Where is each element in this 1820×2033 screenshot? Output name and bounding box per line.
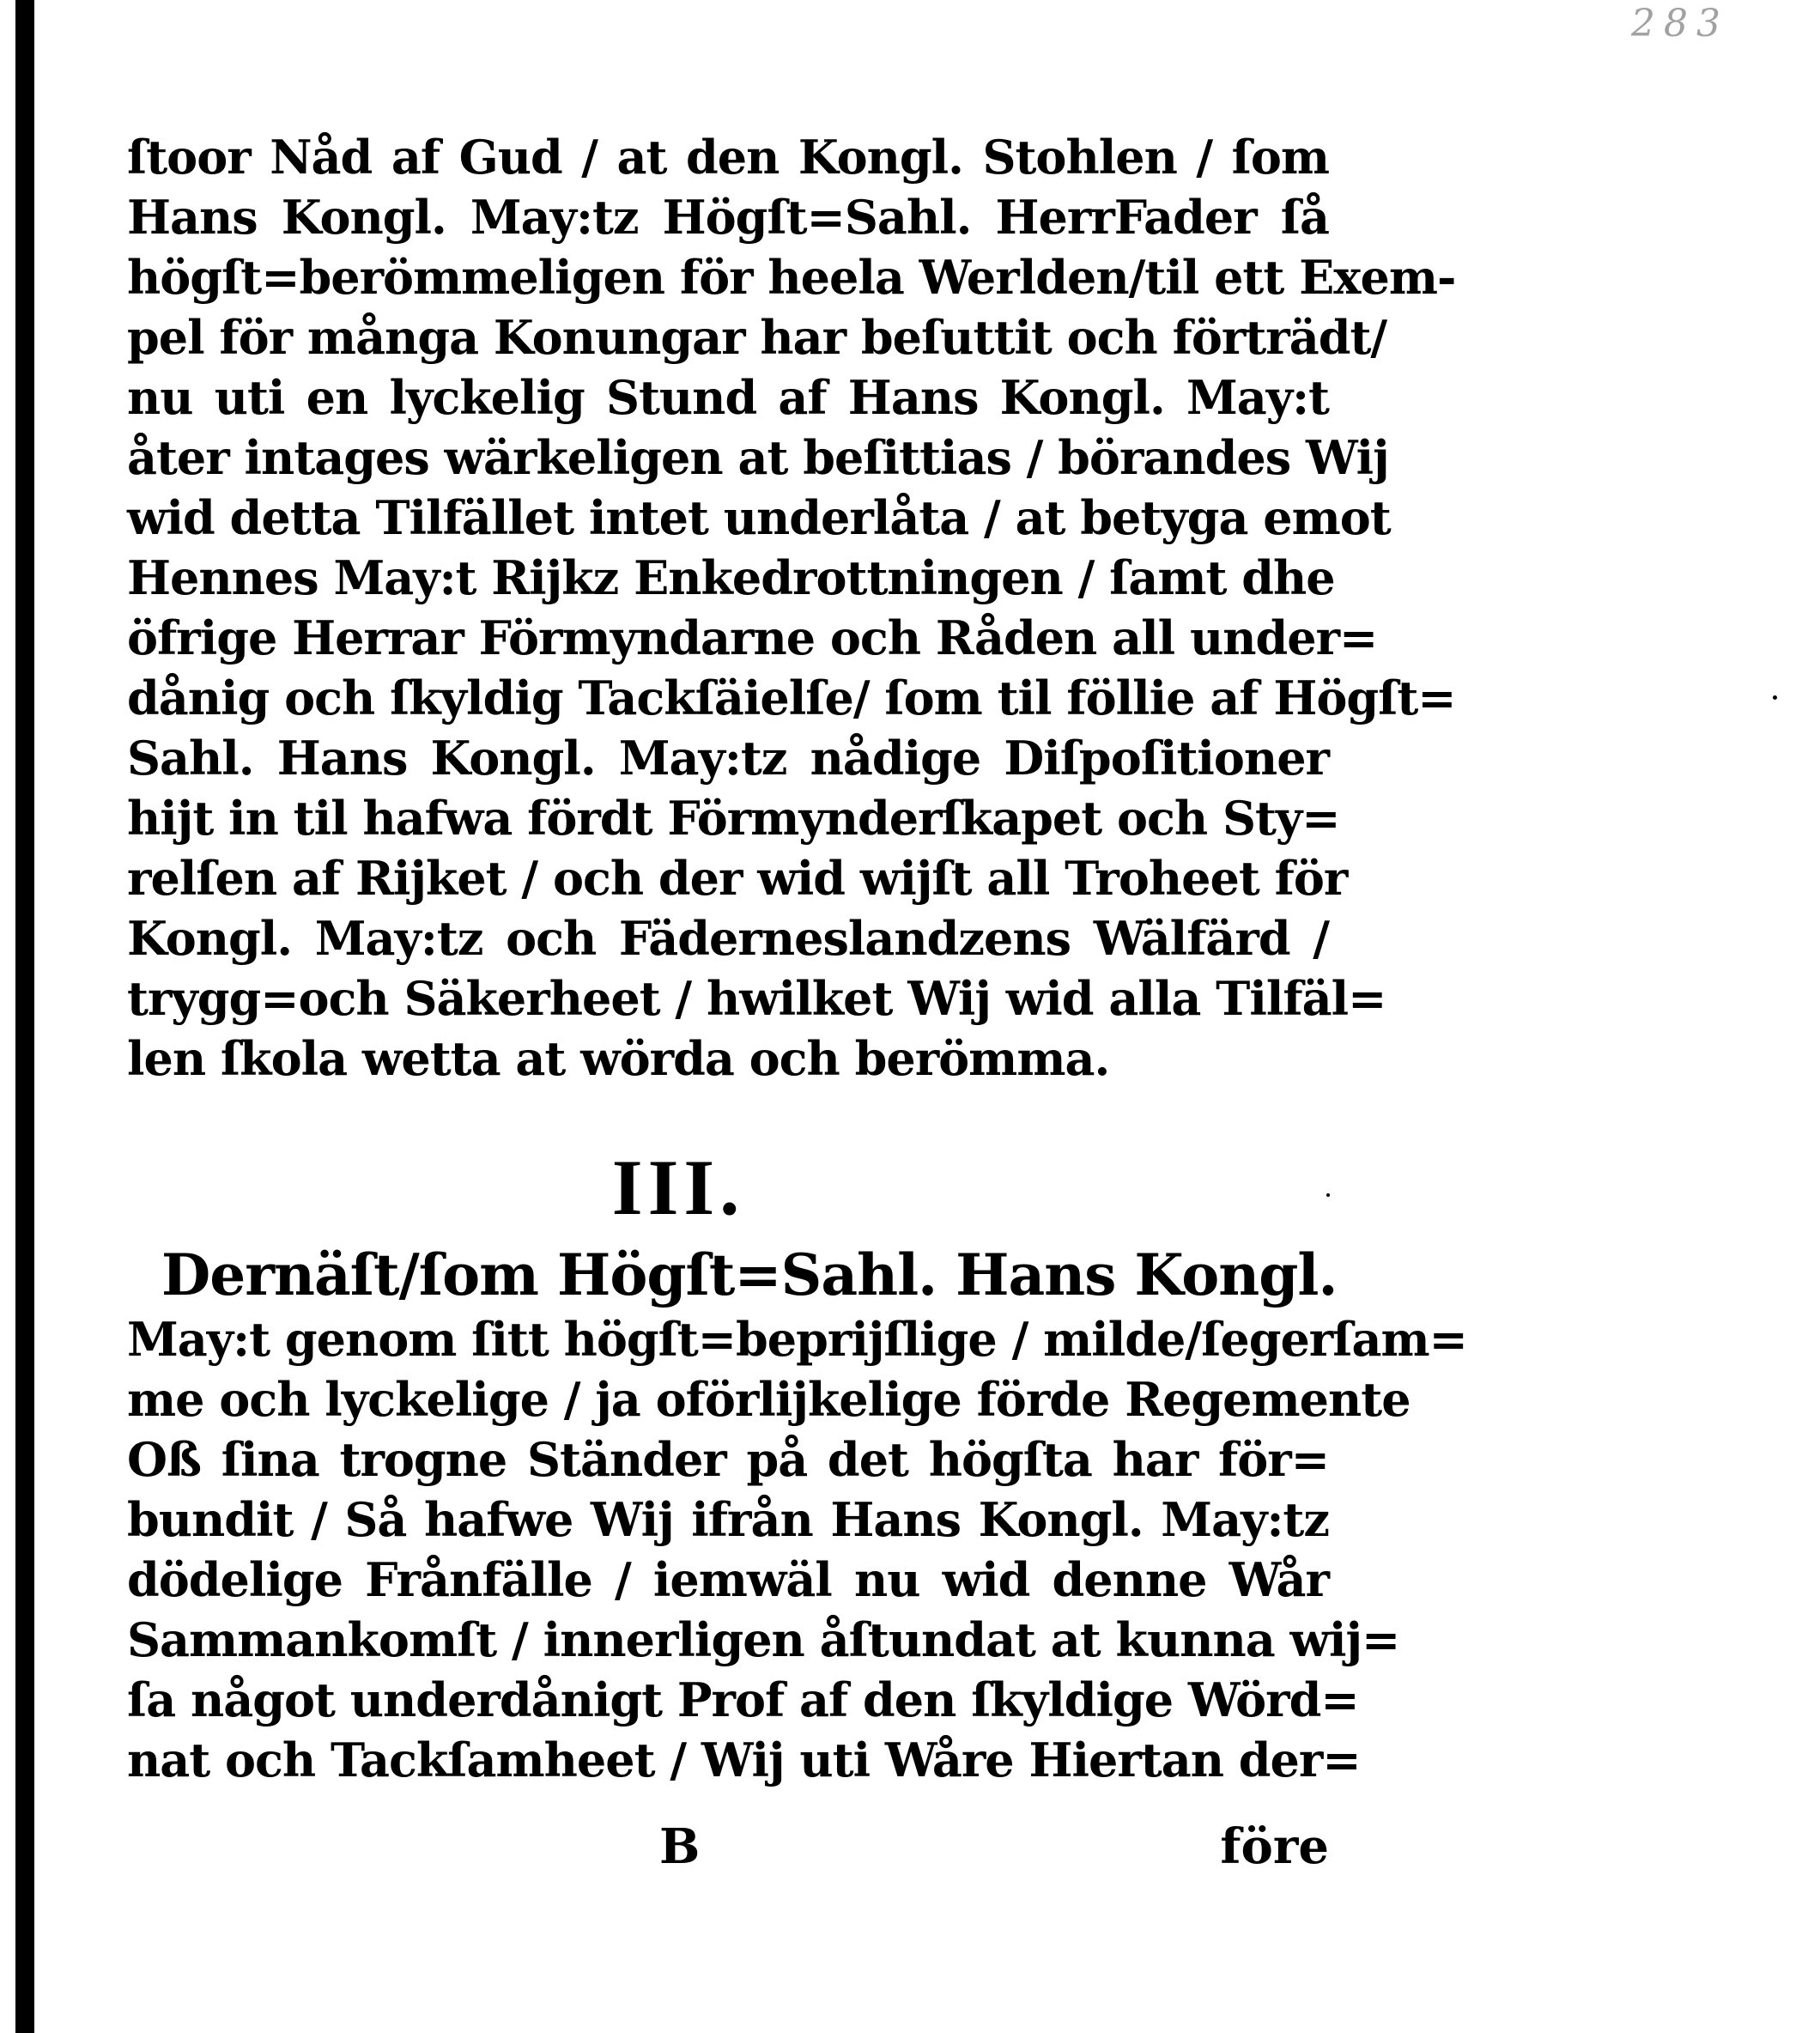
text-line: May:t genom ſitt högſt=beprijſlige / milde/ſegerſam= (127, 1312, 1467, 1367)
text-line: trygg=och Säkerheet / hwilket Wij wid alla Tilfäl= (127, 971, 1386, 1026)
text-line: Sammankomſt / innerligen åſtundat at kunna wij= (127, 1612, 1400, 1667)
text-line: Sahl. Hans Kongl. May:tz nådige Diſpoſitioner (127, 731, 1329, 786)
text-line: len ſkola wetta at wörda och berömma. (127, 1031, 1110, 1086)
signature-mark: B (659, 1818, 701, 1875)
page-number-mark: 283 (1631, 2, 1729, 46)
text-line: dödelige Frånfälle / iemwäl nu wid denne Wår (127, 1552, 1329, 1607)
text-line: wid detta Tilfället intet underlåta / at betyga emot (127, 490, 1391, 545)
text-line: hijt in til hafwa fördt Förmynderſkapet och Sty= (127, 791, 1340, 846)
catchword: före (1220, 1818, 1329, 1875)
text-line: högſt=berömmeligen för heela Werlden/til ett Exem- (127, 250, 1456, 305)
text-line: åter intages wärkeligen at beſittias / börandes Wij (127, 430, 1389, 485)
text-line: nat och Tackſamheet / Wij uti Wåre Hiertan der= (127, 1733, 1361, 1787)
section-opening-line: Dernäſt/ſom Högſt=Sahl. Hans Kongl. (161, 1241, 1338, 1308)
text-line: bundit / Så hafwe Wij ifrån Hans Kongl. May:tz (127, 1492, 1329, 1547)
text-line: öfrige Herrar Förmyndarne och Råden all under= (127, 610, 1378, 665)
text-line: nu uti en lyckelig Stund af Hans Kongl. May:t (127, 370, 1329, 425)
text-line: Kongl. May:tz och Fäderneslandzens Wälfärd / (127, 911, 1329, 966)
text-line: Hennes May:t Rijkz Enkedrottningen / ſamt dhe (127, 550, 1335, 605)
text-line: pel för många Konungar har beſuttit och förträdt/ (127, 310, 1387, 365)
section-number-heading: III. (611, 1144, 745, 1231)
text-line: relſen af Rijket / och der wid wijſt all Troheet för (127, 851, 1348, 906)
text-line: ſa något underdånigt Prof af den ſkyldige Wörd= (127, 1672, 1359, 1727)
section-two-continuation (127, 127, 1456, 1089)
paper-speck (1326, 1193, 1330, 1197)
text-line: Hans Kongl. May:tz Högſt=Sahl. HerrFader ſå (127, 190, 1329, 245)
paper-speck (1773, 695, 1777, 700)
page-footer (127, 1818, 1329, 1878)
text-line: dånig och ſkyldig Tackſäielſe/ ſom til föllie af Högſt= (127, 671, 1456, 725)
page-edge-shadow (15, 0, 34, 2033)
text-line: Oß ſina trogne Ständer på det högſta har för= (127, 1432, 1329, 1487)
text-line: ſtoor Nåd af Gud / at den Kongl. Stohlen / ſom (127, 130, 1329, 185)
text-line: me och lyckelige / ja oförlijkelige förde Regemente (127, 1372, 1410, 1427)
section-three-body (127, 1241, 1467, 1790)
